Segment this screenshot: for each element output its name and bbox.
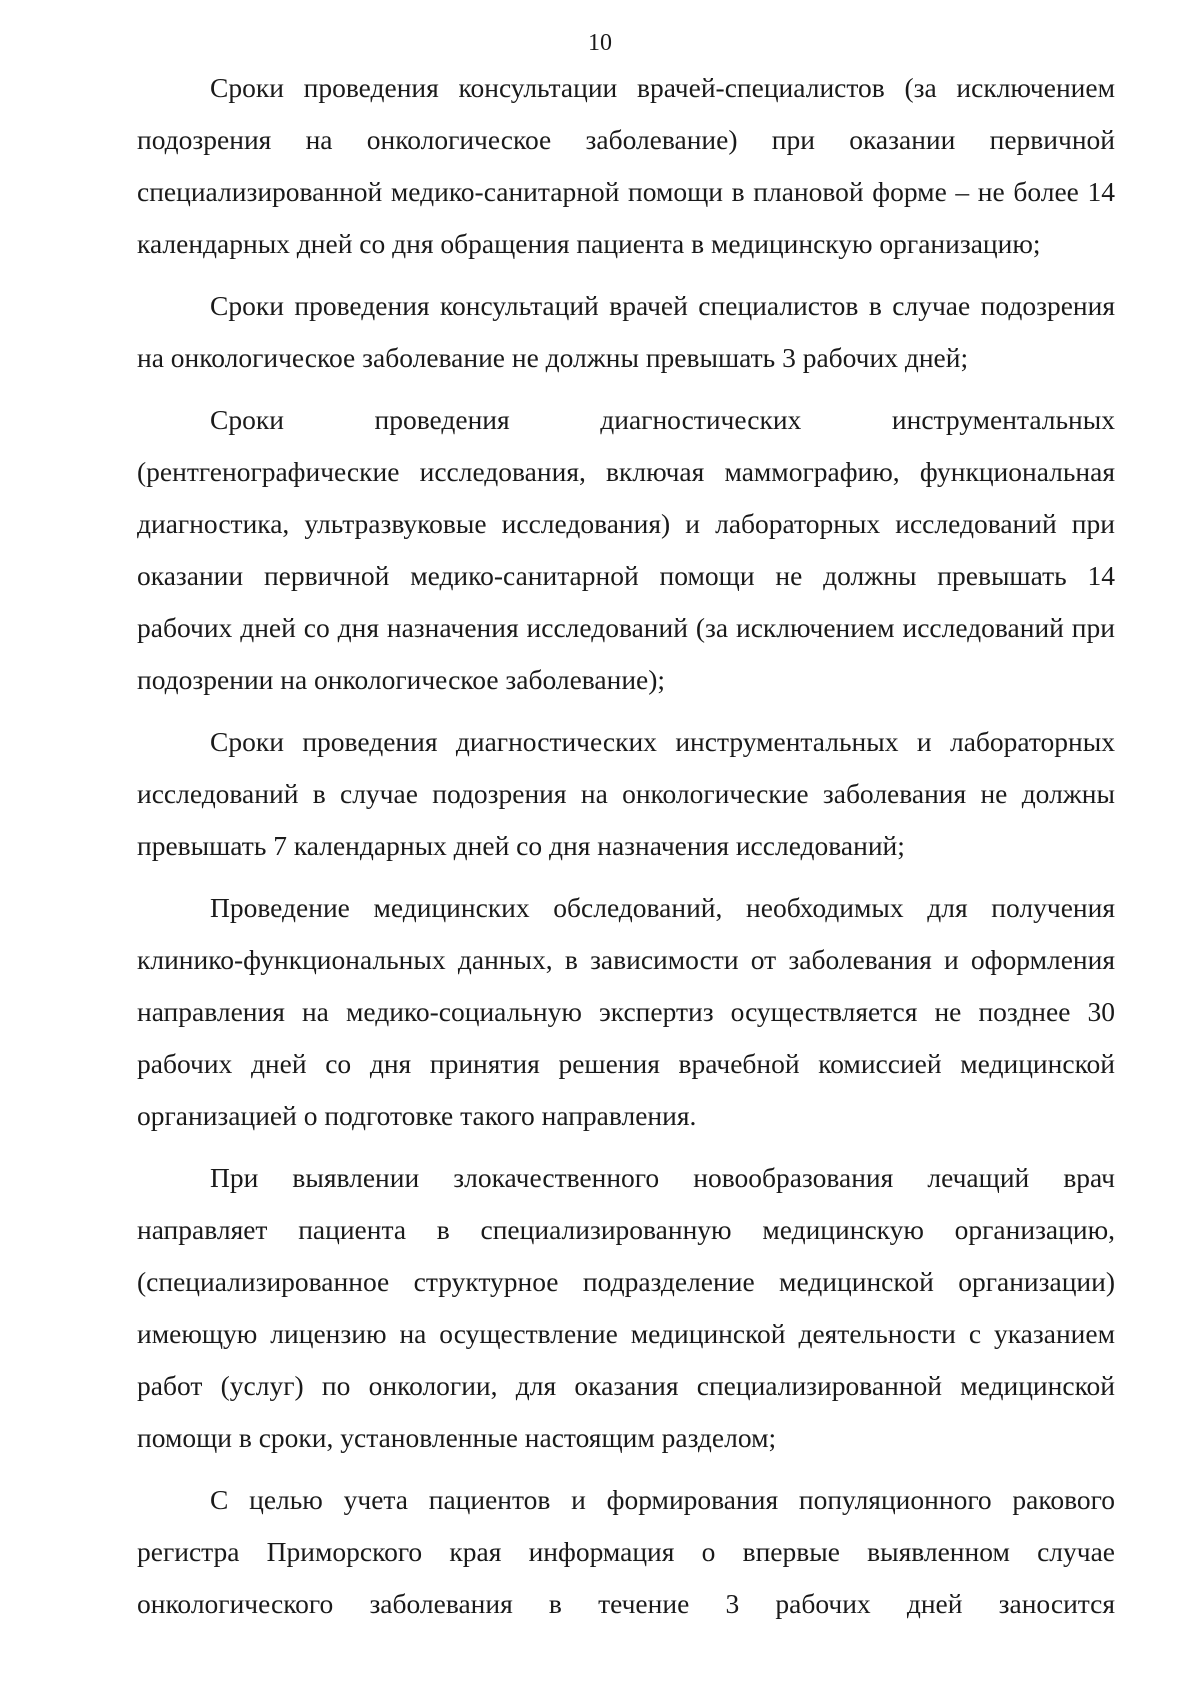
paragraph-oncology-consultation-terms: Сроки проведения консультаций врачей специалистов в случае подозрения на онкологическое заболевание не должны превышать 3 рабочих дней; [137, 290, 1115, 373]
paragraph-consultation-terms: Сроки проведения консультации врачей-специалистов (за исключением подозрения на онкологическое заболевание) при оказании первичной специализированной медико-санитарной помощи в плановой форме – не более 14 календарных дней со дня обращения пациента в медицинскую организацию; [137, 72, 1115, 259]
page-number: 10 [588, 30, 612, 56]
document-body [137, 62, 1115, 1640]
paragraph-cancer-registry: С целью учета пациентов и формирования популяционного ракового регистра Приморского края информация о впервые выявленном случае онкологического заболевания в течение 3 рабочих дней заносится [137, 1484, 1115, 1619]
paragraph-diagnostic-terms: Сроки проведения диагностических инструментальных (рентгенографические исследования, включая маммографию, функциональная диагностика, ультразвуковые исследования) и лабораторных исследований при оказании первичной медико-санитарной помощи не должны превышать 14 рабочих дней со дня назначения исследований (за исключением исследований при подозрении на онкологическое заболевание); [137, 404, 1115, 695]
paragraph-oncology-diagnostic-terms: Сроки проведения диагностических инструментальных и лабораторных исследований в случае подозрения на онкологические заболевания не должны превышать 7 календарных дней со дня назначения исследований; [137, 726, 1115, 861]
paragraph-malignancy-referral: При выявлении злокачественного новообразования лечащий врач направляет пациента в специализированную медицинскую организацию, (специализированное структурное подразделение медицинской организации) имеющую лицензию на осуществление медицинской деятельности с указанием работ (услуг) по онкологии, для оказания специализированной медицинской помощи в сроки, установленные настоящим разделом; [137, 1162, 1115, 1453]
paragraph-medical-examinations: Проведение медицинских обследований, необходимых для получения клинико-функциональных данных, в зависимости от заболевания и оформления направления на медико-социальную экспертиз осуществляется не позднее 30 рабочих дней со дня принятия решения врачебной комиссией медицинской организацией о подготовке такого направления. [137, 892, 1115, 1131]
